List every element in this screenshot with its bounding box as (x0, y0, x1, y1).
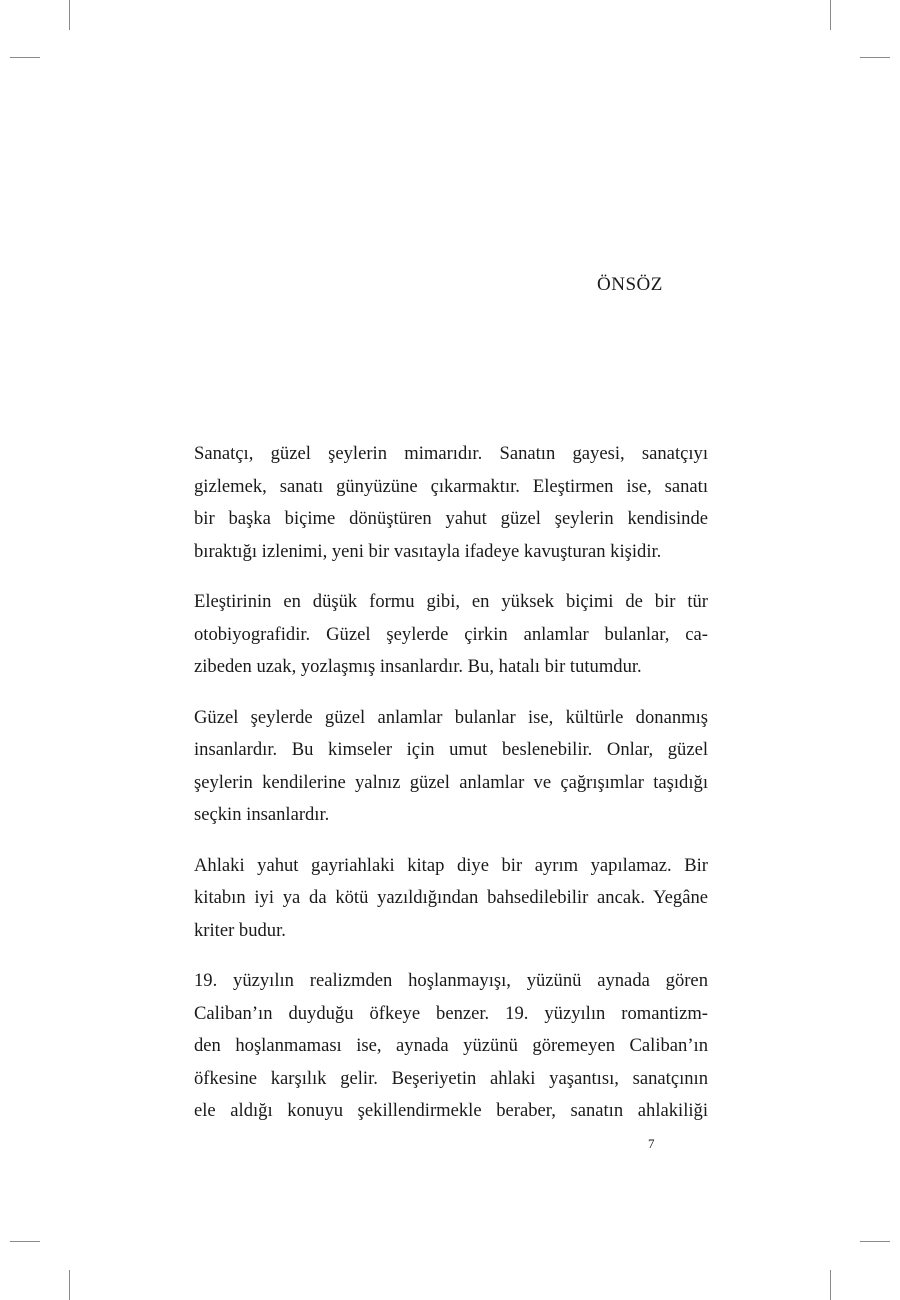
crop-mark-right-top (860, 57, 890, 58)
paragraph (194, 965, 708, 1128)
crop-mark-bottom-left (69, 1270, 70, 1300)
text-line: ele aldığı konuyu şekillendirmekle beraber, sanatın ahlakiliği (194, 1100, 708, 1121)
paragraph (194, 586, 708, 684)
text-line: bıraktığı izlenimi, yeni bir vasıtayla ifadeye kavuşturan kişidir. (194, 540, 662, 562)
text-line: şeylerin kendilerine yalnız güzel anlamlar ve çağrışımlar taşıdığı (194, 771, 708, 793)
body-text (194, 438, 708, 1146)
text-line: Güzel şeylerde güzel anlamlar bulanlar ise, kültürle donanmış (194, 706, 708, 728)
text-line: otobiyografidir. Güzel şeylerde çirkin anlamlar bulanlar, ca- (194, 623, 708, 645)
crop-mark-right-bottom (860, 1241, 890, 1242)
paragraph (194, 702, 708, 832)
crop-mark-bottom-right (830, 1270, 831, 1300)
crop-mark-left-top (10, 57, 40, 58)
text-line: zibeden uzak, yozlaşmış insanlardır. Bu, hatalı bir tutumdur. (194, 656, 642, 677)
text-line: insanlardır. Bu kimseler için umut beslenebilir. Onlar, güzel (194, 739, 708, 760)
text-line: Sanatçı, güzel şeylerin mimarıdır. Sanatın gayesi, sanatçıyı (194, 443, 708, 464)
text-line: Caliban’ın duyduğu öfkeye benzer. 19. yüzyılın romantizm- (194, 1002, 708, 1024)
crop-mark-top-left (69, 0, 70, 30)
crop-mark-top-right (830, 0, 831, 30)
text-line: seçkin insanlardır. (194, 804, 330, 825)
text-line: kitabın iyi ya da kötü yazıldığından bahsedilebilir ancak. Yegâne (194, 887, 708, 908)
text-line: kriter budur. (194, 919, 286, 941)
text-line: 19. yüzyılın realizmden hoşlanmayışı, yüzünü aynada gören (194, 970, 708, 991)
text-line: bir başka biçime dönüştüren yahut güzel şeylerin kendisinde (194, 508, 708, 529)
page-number: 7 (648, 1136, 655, 1151)
paragraph (194, 850, 708, 948)
text-line: Ahlaki yahut gayriahlaki kitap diye bir ayrım yapılamaz. Bir (194, 854, 708, 876)
crop-mark-left-bottom (10, 1241, 40, 1242)
text-line: gizlemek, sanatı günyüzüne çıkarmaktır. Eleştirmen ise, sanatı (194, 475, 708, 497)
text-line: Eleştirinin en düşük formu gibi, en yüksek biçimi de bir tür (194, 591, 708, 612)
paragraph (194, 438, 708, 568)
text-line: den hoşlanmaması ise, aynada yüzünü göremeyen Caliban’ın (194, 1035, 708, 1056)
text-line: öfkesine karşılık gelir. Beşeriyetin ahlaki yaşantısı, sanatçının (194, 1067, 708, 1089)
chapter-heading: ÖNSÖZ (597, 274, 663, 295)
